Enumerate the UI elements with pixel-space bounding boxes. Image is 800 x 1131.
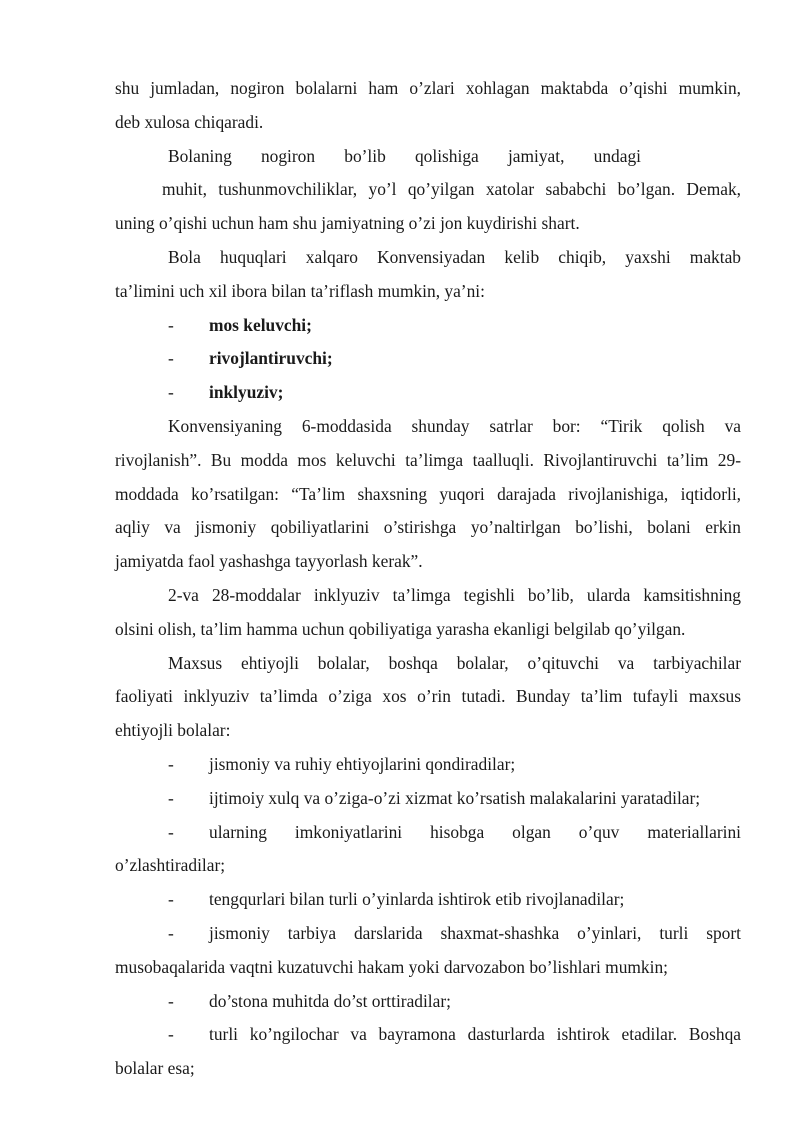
text-line: olsini olish, ta’lim hamma uchun qobiliyatiga yarasha ekanligi belgilab qo’yilgan. [115,618,686,639]
word: undagi [593,145,641,166]
list-dash: - [168,382,174,403]
list-item [115,748,741,782]
list-item-text: mos keluvchi; [209,314,312,335]
text-line: deb xulosa chiqaradi. [115,111,264,132]
word: jamiyat, [507,145,565,166]
list-dash: - [168,922,174,943]
text-line: Bola huquqlari xalqaro Konvensiyadan kelib chiqib, yaxshi maktab [168,246,741,267]
list-item-text: tengqurlari bilan turli o’yinlarda ishtirok etib rivojlanadilar; [209,889,625,910]
word: bo’lib [344,145,386,166]
text-line: shu jumladan, nogiron bolalarni ham o’zlari xohlagan maktabda o’qishi mumkin, [115,78,741,98]
document-page [115,72,741,1086]
text-line: ehtiyojli bolalar: [115,720,231,741]
list-dash: - [168,1024,174,1045]
list-item [115,816,741,850]
text-line: o’zlashtiradilar; [115,855,226,876]
list-dash: - [168,348,174,369]
list-item [115,309,741,343]
list-item-text: do’stona muhitda do’st orttiradilar; [209,990,451,1011]
text-line: 2-va 28-moddalar inklyuziv ta’limga tegishli bo’lib, ularda kamsitishning [168,584,741,605]
word: nogiron [260,145,316,166]
list-dash: - [168,753,174,774]
text-line: uning o’qishi uchun ham shu jamiyatning o’zi jon kuydirishi shart. [115,213,580,234]
word: qolishiga [414,145,479,166]
text-line: ta’limini uch xil ibora bilan ta’riflash mumkin, ya’ni: [115,280,485,301]
list-item [115,985,741,1019]
list-dash: - [168,787,174,808]
text-line: jamiyatda faol yashashga tayyorlash kerak”. [115,551,423,572]
text-line: aqliy va jismoniy qobiliyatlarini o’stirishga yo’naltirlgan bo’lishi, bolani erkin [115,517,741,538]
list-dash: - [168,990,174,1011]
list-dash: - [168,821,174,842]
list-item [115,342,741,376]
text-line: Maxsus ehtiyojli bolalar, boshqa bolalar, o’qituvchi va tarbiyachilar [168,652,741,673]
list-item [115,883,741,917]
list-item-text: jismoniy tarbiya darslarida shaxmat-shashka o’yinlari, turli sport [209,922,741,943]
text-line: faoliyati inklyuziv ta’limda o’ziga xos o’rin tutadi. Bunday ta’lim tufayli maxsus [115,686,741,707]
text-line: Konvensiyaning 6-moddasida shunday satrlar bor: “Tirik qolish va [168,415,741,436]
list-item-text: inklyuziv; [209,382,284,403]
list-item-text: jismoniy va ruhiy ehtiyojlarini qondiradilar; [209,753,516,774]
word: Bolaning [168,145,232,166]
text-line: musobaqalarida vaqtni kuzatuvchi hakam yoki darvozabon bo’lishlari mumkin; [115,956,668,977]
list-item [115,782,741,816]
list-item-text: rivojlantiruvchi; [209,348,333,369]
list-item [115,917,741,951]
list-item [115,376,741,410]
list-item-text: turli ko’ngilochar va bayramona dasturlarda ishtirok etadilar. Boshqa [209,1024,741,1045]
list-dash: - [168,889,174,910]
list-item [115,1018,741,1052]
text-line: bolalar esa; [115,1058,195,1079]
spaced-text-line [115,140,741,174]
list-item-text: ijtimoiy xulq va o’ziga-o’zi xizmat ko’rsatish malakalarini yaratadilar; [209,787,701,808]
text-line: rivojlanish”. Bu modda mos keluvchi ta’limga taalluqli. Rivojlantiruvchi ta’lim 29- [115,449,741,470]
list-dash: - [168,314,174,335]
text-line: moddada ko’rsatilgan: “Ta’lim shaxsning yuqori darajada rivojlanishiga, iqtidorli, [115,483,741,504]
list-item-text: ularning imkoniyatlarini hisobga olgan o’quv materiallarini [209,821,741,842]
text-line: muhit, tushunmovchiliklar, yo’l qo’yilgan xatolar sababchi bo’lgan. Demak, [162,179,741,200]
